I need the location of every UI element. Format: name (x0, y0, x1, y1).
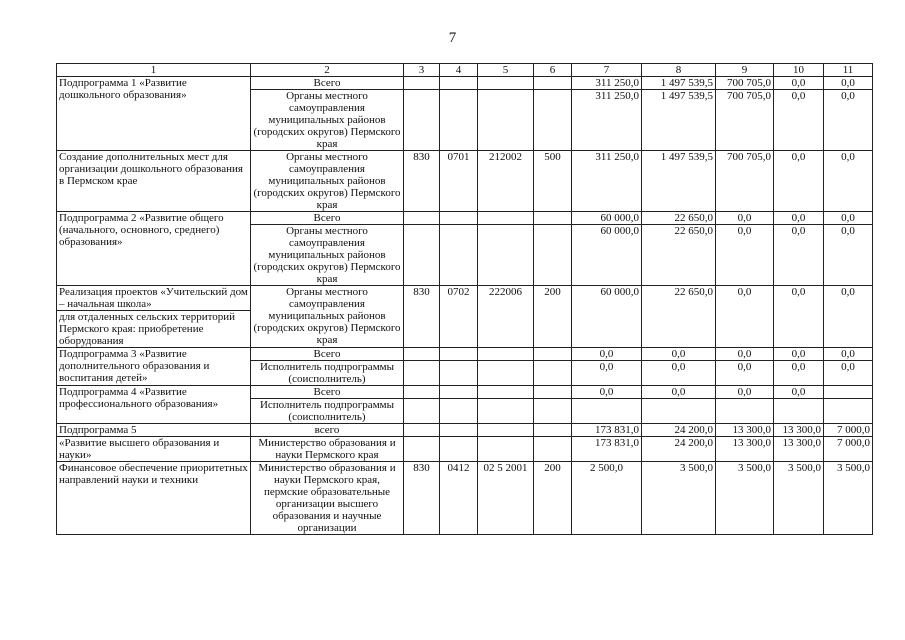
program-name: Подпрограмма 4 «Развитие профессионального образования» (57, 386, 251, 424)
executor: Министерство образования и науки Пермского края, пермские образовательные организации высшего образования и научные организации (251, 462, 404, 535)
code-cell (440, 77, 478, 90)
program-name: Реализация проектов «Учительский дом – начальная школа» (57, 286, 251, 311)
code-cell (534, 77, 572, 90)
code-cell (440, 399, 478, 424)
value-cell: 7 000,0 (824, 437, 873, 462)
executor: Всего (251, 348, 404, 361)
value-cell: 0,0 (774, 286, 824, 348)
code-cell: 830 (404, 286, 440, 348)
code-cell (404, 225, 440, 286)
value-cell: 0,0 (824, 286, 873, 348)
code-cell (404, 212, 440, 225)
value-cell: 311 250,0 (572, 77, 642, 90)
value-cell: 173 831,0 (572, 437, 642, 462)
header-cell: 5 (478, 64, 534, 77)
header-cell: 6 (534, 64, 572, 77)
table-row (57, 437, 873, 462)
value-cell: 3 500,0 (716, 462, 774, 535)
code-cell (404, 386, 440, 399)
value-cell (642, 399, 716, 424)
value-cell (824, 386, 873, 399)
code-cell (440, 361, 478, 386)
table-row (57, 462, 873, 535)
value-cell: 0,0 (774, 212, 824, 225)
header-cell: 11 (824, 64, 873, 77)
table-row (57, 151, 873, 212)
code-cell (404, 361, 440, 386)
code-cell (478, 77, 534, 90)
table-row (57, 348, 873, 361)
code-cell (440, 90, 478, 151)
program-name: «Развитие высшего образования и науки» (57, 437, 251, 462)
value-cell: 0,0 (774, 361, 824, 386)
table-row (57, 77, 873, 90)
program-name-continued: для отдаленных сельских территорий Пермского края: приобретение оборудования (57, 311, 251, 348)
executor: Органы местного самоуправления муниципальных районов (городских округов) Пермского края (251, 286, 404, 348)
executor: Исполнитель подпрограммы (соисполнитель) (251, 399, 404, 424)
code-cell: 500 (534, 151, 572, 212)
header-cell: 7 (572, 64, 642, 77)
code-cell (534, 437, 572, 462)
executor: Органы местного самоуправления муниципальных районов (городских округов) Пермского края (251, 90, 404, 151)
code-cell (404, 399, 440, 424)
header-cell: 2 (251, 64, 404, 77)
value-cell: 0,0 (572, 348, 642, 361)
value-cell: 2 500,0 (572, 462, 642, 535)
code-cell (534, 212, 572, 225)
value-cell: 0,0 (774, 348, 824, 361)
value-cell (824, 399, 873, 424)
executor: Исполнитель подпрограммы (соисполнитель) (251, 361, 404, 386)
program-name: Подпрограмма 5 (57, 424, 251, 437)
value-cell: 0,0 (572, 386, 642, 399)
value-cell: 0,0 (774, 77, 824, 90)
code-cell (440, 424, 478, 437)
table-row (57, 424, 873, 437)
table-row (57, 386, 873, 399)
value-cell: 0,0 (824, 77, 873, 90)
code-cell (478, 348, 534, 361)
value-cell: 1 497 539,5 (642, 77, 716, 90)
code-cell (534, 386, 572, 399)
value-cell: 1 497 539,5 (642, 151, 716, 212)
value-cell: 22 650,0 (642, 225, 716, 286)
code-cell: 0702 (440, 286, 478, 348)
value-cell: 0,0 (572, 361, 642, 386)
header-row (57, 64, 873, 77)
code-cell (440, 225, 478, 286)
code-cell (404, 77, 440, 90)
page-number: 7 (448, 30, 457, 46)
code-cell: 200 (534, 462, 572, 535)
code-cell (478, 399, 534, 424)
code-cell (440, 348, 478, 361)
header-cell: 8 (642, 64, 716, 77)
value-cell: 0,0 (774, 90, 824, 151)
value-cell: 0,0 (642, 386, 716, 399)
value-cell: 0,0 (824, 212, 873, 225)
header-cell: 9 (716, 64, 774, 77)
program-name: Подпрограмма 2 «Развитие общего (начального, основного, среднего) образования» (57, 212, 251, 286)
value-cell: 1 497 539,5 (642, 90, 716, 151)
value-cell (774, 399, 824, 424)
header-cell: 3 (404, 64, 440, 77)
code-cell: 02 5 2001 (478, 462, 534, 535)
value-cell: 700 705,0 (716, 151, 774, 212)
executor: всего (251, 424, 404, 437)
code-cell (478, 212, 534, 225)
code-cell: 0701 (440, 151, 478, 212)
value-cell: 311 250,0 (572, 90, 642, 151)
executor: Всего (251, 212, 404, 225)
value-cell: 0,0 (716, 225, 774, 286)
code-cell (440, 386, 478, 399)
value-cell: 0,0 (774, 225, 824, 286)
program-name: Создание дополнительных мест для организации дошкольного образования в Пермском крае (57, 151, 251, 212)
code-cell (534, 424, 572, 437)
value-cell: 13 300,0 (774, 437, 824, 462)
header-cell: 4 (440, 64, 478, 77)
value-cell: 700 705,0 (716, 77, 774, 90)
code-cell: 222006 (478, 286, 534, 348)
code-cell (440, 437, 478, 462)
code-cell (534, 361, 572, 386)
value-cell: 0,0 (716, 386, 774, 399)
value-cell: 7 000,0 (824, 424, 873, 437)
value-cell: 0,0 (716, 361, 774, 386)
code-cell (478, 225, 534, 286)
code-cell (478, 437, 534, 462)
value-cell: 60 000,0 (572, 286, 642, 348)
value-cell (572, 399, 642, 424)
code-cell (478, 90, 534, 151)
value-cell: 13 300,0 (774, 424, 824, 437)
value-cell: 0,0 (642, 348, 716, 361)
value-cell: 60 000,0 (572, 225, 642, 286)
value-cell: 0,0 (824, 348, 873, 361)
value-cell: 22 650,0 (642, 286, 716, 348)
executor: Органы местного самоуправления муниципальных районов (городских округов) Пермского края (251, 225, 404, 286)
code-cell (440, 212, 478, 225)
value-cell: 22 650,0 (642, 212, 716, 225)
value-cell: 24 200,0 (642, 424, 716, 437)
value-cell: 0,0 (824, 151, 873, 212)
code-cell: 0412 (440, 462, 478, 535)
header-cell: 1 (57, 64, 251, 77)
code-cell: 830 (404, 462, 440, 535)
code-cell: 200 (534, 286, 572, 348)
code-cell (478, 386, 534, 399)
program-name: Финансовое обеспечение приоритетных направлений науки и техники (57, 462, 251, 535)
value-cell: 700 705,0 (716, 90, 774, 151)
program-name: Подпрограмма 1 «Развитие дошкольного образования» (57, 77, 251, 151)
value-cell: 3 500,0 (642, 462, 716, 535)
value-cell: 0,0 (824, 361, 873, 386)
code-cell (404, 437, 440, 462)
code-cell (404, 348, 440, 361)
value-cell: 0,0 (716, 348, 774, 361)
value-cell: 0,0 (774, 151, 824, 212)
value-cell: 0,0 (824, 225, 873, 286)
value-cell: 0,0 (774, 386, 824, 399)
value-cell: 173 831,0 (572, 424, 642, 437)
value-cell: 13 300,0 (716, 437, 774, 462)
code-cell (404, 424, 440, 437)
value-cell: 0,0 (716, 286, 774, 348)
value-cell: 24 200,0 (642, 437, 716, 462)
code-cell: 212002 (478, 151, 534, 212)
value-cell: 0,0 (824, 90, 873, 151)
table-row (57, 286, 873, 311)
code-cell (534, 90, 572, 151)
code-cell: 830 (404, 151, 440, 212)
value-cell (716, 399, 774, 424)
header-cell: 10 (774, 64, 824, 77)
value-cell: 0,0 (716, 212, 774, 225)
code-cell (534, 399, 572, 424)
table-row (57, 212, 873, 225)
value-cell: 311 250,0 (572, 151, 642, 212)
code-cell (534, 225, 572, 286)
program-name: Подпрограмма 3 «Развитие дополнительного образования и воспитания детей» (57, 348, 251, 386)
value-cell: 3 500,0 (774, 462, 824, 535)
value-cell: 13 300,0 (716, 424, 774, 437)
value-cell: 60 000,0 (572, 212, 642, 225)
executor: Органы местного самоуправления муниципальных районов (городских округов) Пермского края (251, 151, 404, 212)
code-cell (478, 424, 534, 437)
budget-table (56, 63, 873, 535)
value-cell: 3 500,0 (824, 462, 873, 535)
value-cell: 0,0 (642, 361, 716, 386)
code-cell (404, 90, 440, 151)
code-cell (534, 348, 572, 361)
executor: Всего (251, 77, 404, 90)
executor: Всего (251, 386, 404, 399)
executor: Министерство образования и науки Пермского края (251, 437, 404, 462)
code-cell (478, 361, 534, 386)
